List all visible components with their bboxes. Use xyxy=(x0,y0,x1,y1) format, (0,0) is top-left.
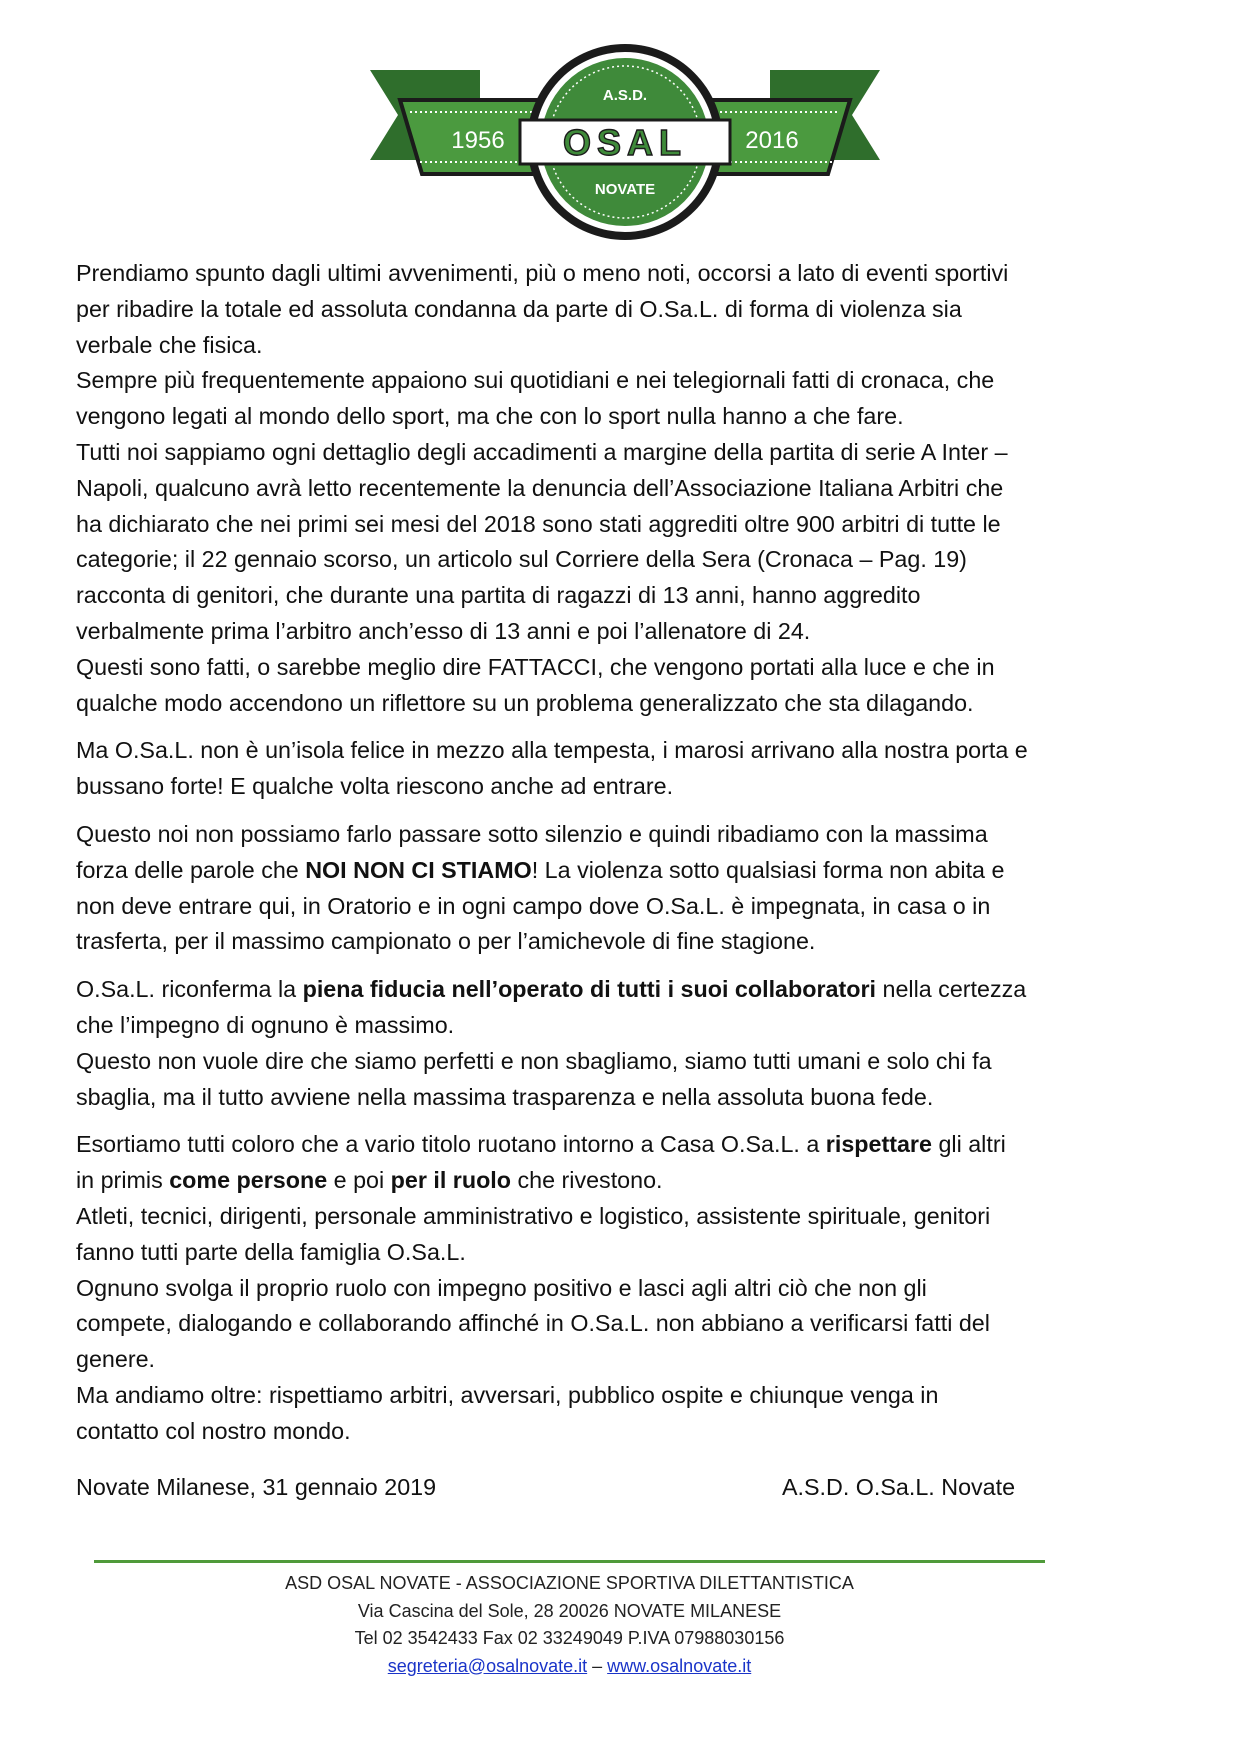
club-logo xyxy=(370,42,880,242)
emphasis-noi-non-ci-stiamo: NOI NON CI STIAMO xyxy=(305,856,532,883)
footer-links-line xyxy=(94,1653,1045,1681)
logo-year-end: 2016 xyxy=(745,127,799,154)
text-line: Ma andiamo oltre: rispettiamo arbitri, avversari, pubblico ospite e chiunque venga in xyxy=(76,1381,939,1408)
text-line xyxy=(76,972,1164,1008)
text-line: Napoli, qualcuno avrà letto recentemente la denuncia dell’Associazione Italiana Arbitri che xyxy=(76,474,1004,501)
text-line: verbalmente prima l’arbitro anch’esso di 13 anni e poi l’allenatore di 24. xyxy=(76,617,811,644)
text-line: Sempre più frequentemente appaiono sui quotidiani e nei telegiornali fatti di cronaca, che xyxy=(76,367,995,394)
text-line: Prendiamo spunto dagli ultimi avvenimenti, più o meno noti, occorsi a lato di eventi sportivi xyxy=(76,260,1009,286)
logo-year-start: 1956 xyxy=(451,127,505,154)
text-line: trasferta, per il massimo campionato o per l’amichevole di fine stagione. xyxy=(76,928,816,955)
text-run: e poi xyxy=(327,1167,391,1194)
text-run: nella certezza xyxy=(876,976,1027,1003)
paragraph-4 xyxy=(76,972,1164,1115)
text-line: sbaglia, ma il tutto avviene nella massima trasparenza e nella assoluta buona fede. xyxy=(76,1083,934,1110)
logo-asd: A.S.D. xyxy=(602,87,648,104)
paragraph-3 xyxy=(76,817,1164,960)
text-line: per ribadire la totale ed assoluta condanna da parte di O.Sa.L. di forma di violenza sia xyxy=(76,295,962,322)
text-line: Tutti noi sappiamo ogni dettaglio degli accadimenti a margine della partita di serie A Inter – xyxy=(76,438,1008,465)
text-line: non deve entrare qui, in Oratorio e in ogni campo dove O.Sa.L. è impegnata, in casa o in xyxy=(76,892,991,919)
text-line xyxy=(76,1163,1164,1199)
email-link[interactable]: segreteria@osalnovate.it xyxy=(387,1655,588,1676)
text-run: Esortiamo tutti coloro che a vario titolo ruotano intorno a Casa O.Sa.L. a xyxy=(76,1131,826,1158)
footer xyxy=(94,1570,1045,1680)
text-line: Ognuno svolga il proprio ruolo con impegno positivo e lasci agli altri ciò che non gli xyxy=(76,1274,927,1301)
text-run: forza delle parole che xyxy=(76,856,306,883)
emphasis-come-persone: come persone xyxy=(169,1167,328,1194)
text-run: gli altri xyxy=(931,1131,1006,1158)
footer-org-line: ASD OSAL NOVATE - ASSOCIAZIONE SPORTIVA DILETTANTISTICA xyxy=(285,1573,854,1593)
footer-contacts-line: Tel 02 3542433 Fax 02 33249049 P.IVA 07988030156 xyxy=(354,1628,785,1648)
text-line: ha dichiarato che nei primi sei mesi del 2018 sono stati aggrediti oltre 900 arbitri di tutte le xyxy=(76,510,1001,537)
text-line: Questo noi non possiamo farlo passare sotto silenzio e quindi ribadiamo con la massima xyxy=(76,820,988,847)
text-line: Ma O.Sa.L. non è un’isola felice in mezzo alla tempesta, i marosi arrivano alla nostra porta e xyxy=(76,737,1028,764)
footer-divider xyxy=(94,1560,1045,1563)
text-line: genere. xyxy=(76,1346,156,1373)
text-line: bussano forte! E qualche volta riescono anche ad entrare. xyxy=(76,773,674,800)
paragraph-5 xyxy=(76,1127,1164,1449)
text-line xyxy=(76,1127,1164,1163)
place-date: Novate Milanese, 31 gennaio 2019 xyxy=(76,1474,437,1500)
website-link[interactable]: www.osalnovate.it xyxy=(607,1655,752,1676)
text-line: fanno tutti parte della famiglia O.Sa.L. xyxy=(76,1238,466,1265)
text-line: Atleti, tecnici, dirigenti, personale amministrativo e logistico, assistente spirituale, genitori xyxy=(76,1202,991,1229)
paragraph-1 xyxy=(76,256,1164,721)
text-line: categorie; il 22 gennaio scorso, un articolo sul Corriere della Sera (Cronaca – Pag. 19) xyxy=(76,546,967,573)
text-line: qualche modo accendono un riflettore su un problema generalizzato che sta dilagando. xyxy=(76,689,974,716)
link-separator: – xyxy=(587,1655,608,1676)
logo-name: OSAL xyxy=(562,122,688,163)
text-line: compete, dialogando e collaborando affinché in O.Sa.L. non abbiano a verificarsi fatti del xyxy=(76,1310,990,1337)
text-run: O.Sa.L. riconferma la xyxy=(76,976,303,1003)
text-line xyxy=(76,853,1164,889)
text-line: verbale che fisica. xyxy=(76,331,263,358)
signature-org: A.S.D. O.Sa.L. Novate xyxy=(782,1474,1016,1500)
text-line: contatto col nostro mondo. xyxy=(76,1417,351,1444)
footer-address-line: Via Cascina del Sole, 28 20026 NOVATE MILANESE xyxy=(357,1600,782,1621)
text-line: vengono legati al mondo dello sport, ma che con lo sport nulla hanno a che fare. xyxy=(76,403,904,430)
text-line: Questo non vuole dire che siamo perfetti e non sbagliamo, siamo tutti umani e solo chi fa xyxy=(76,1047,992,1074)
text-run: che rivestono. xyxy=(511,1167,663,1194)
text-run: in primis xyxy=(76,1167,170,1194)
text-line: Questi sono fatti, o sarebbe meglio dire FATTACCI, che vengono portati alla luce e che in xyxy=(76,653,995,680)
letter-body xyxy=(76,256,1164,1462)
logo-place: NOVATE xyxy=(594,181,656,198)
emphasis-rispettare: rispettare xyxy=(825,1131,932,1158)
text-run: ! La violenza sotto qualsiasi forma non abita e xyxy=(531,856,1005,883)
osal-emblem xyxy=(370,42,880,242)
emphasis-piena-fiducia: piena fiducia nell’operato di tutti i suoi collaboratori xyxy=(302,976,877,1003)
text-line: che l’impegno di ognuno è massimo. xyxy=(76,1011,455,1038)
paragraph-2 xyxy=(76,733,1164,805)
text-line: racconta di genitori, che durante una partita di ragazzi di 13 anni, hanno aggredito xyxy=(76,582,921,609)
emphasis-per-il-ruolo: per il ruolo xyxy=(390,1167,512,1194)
